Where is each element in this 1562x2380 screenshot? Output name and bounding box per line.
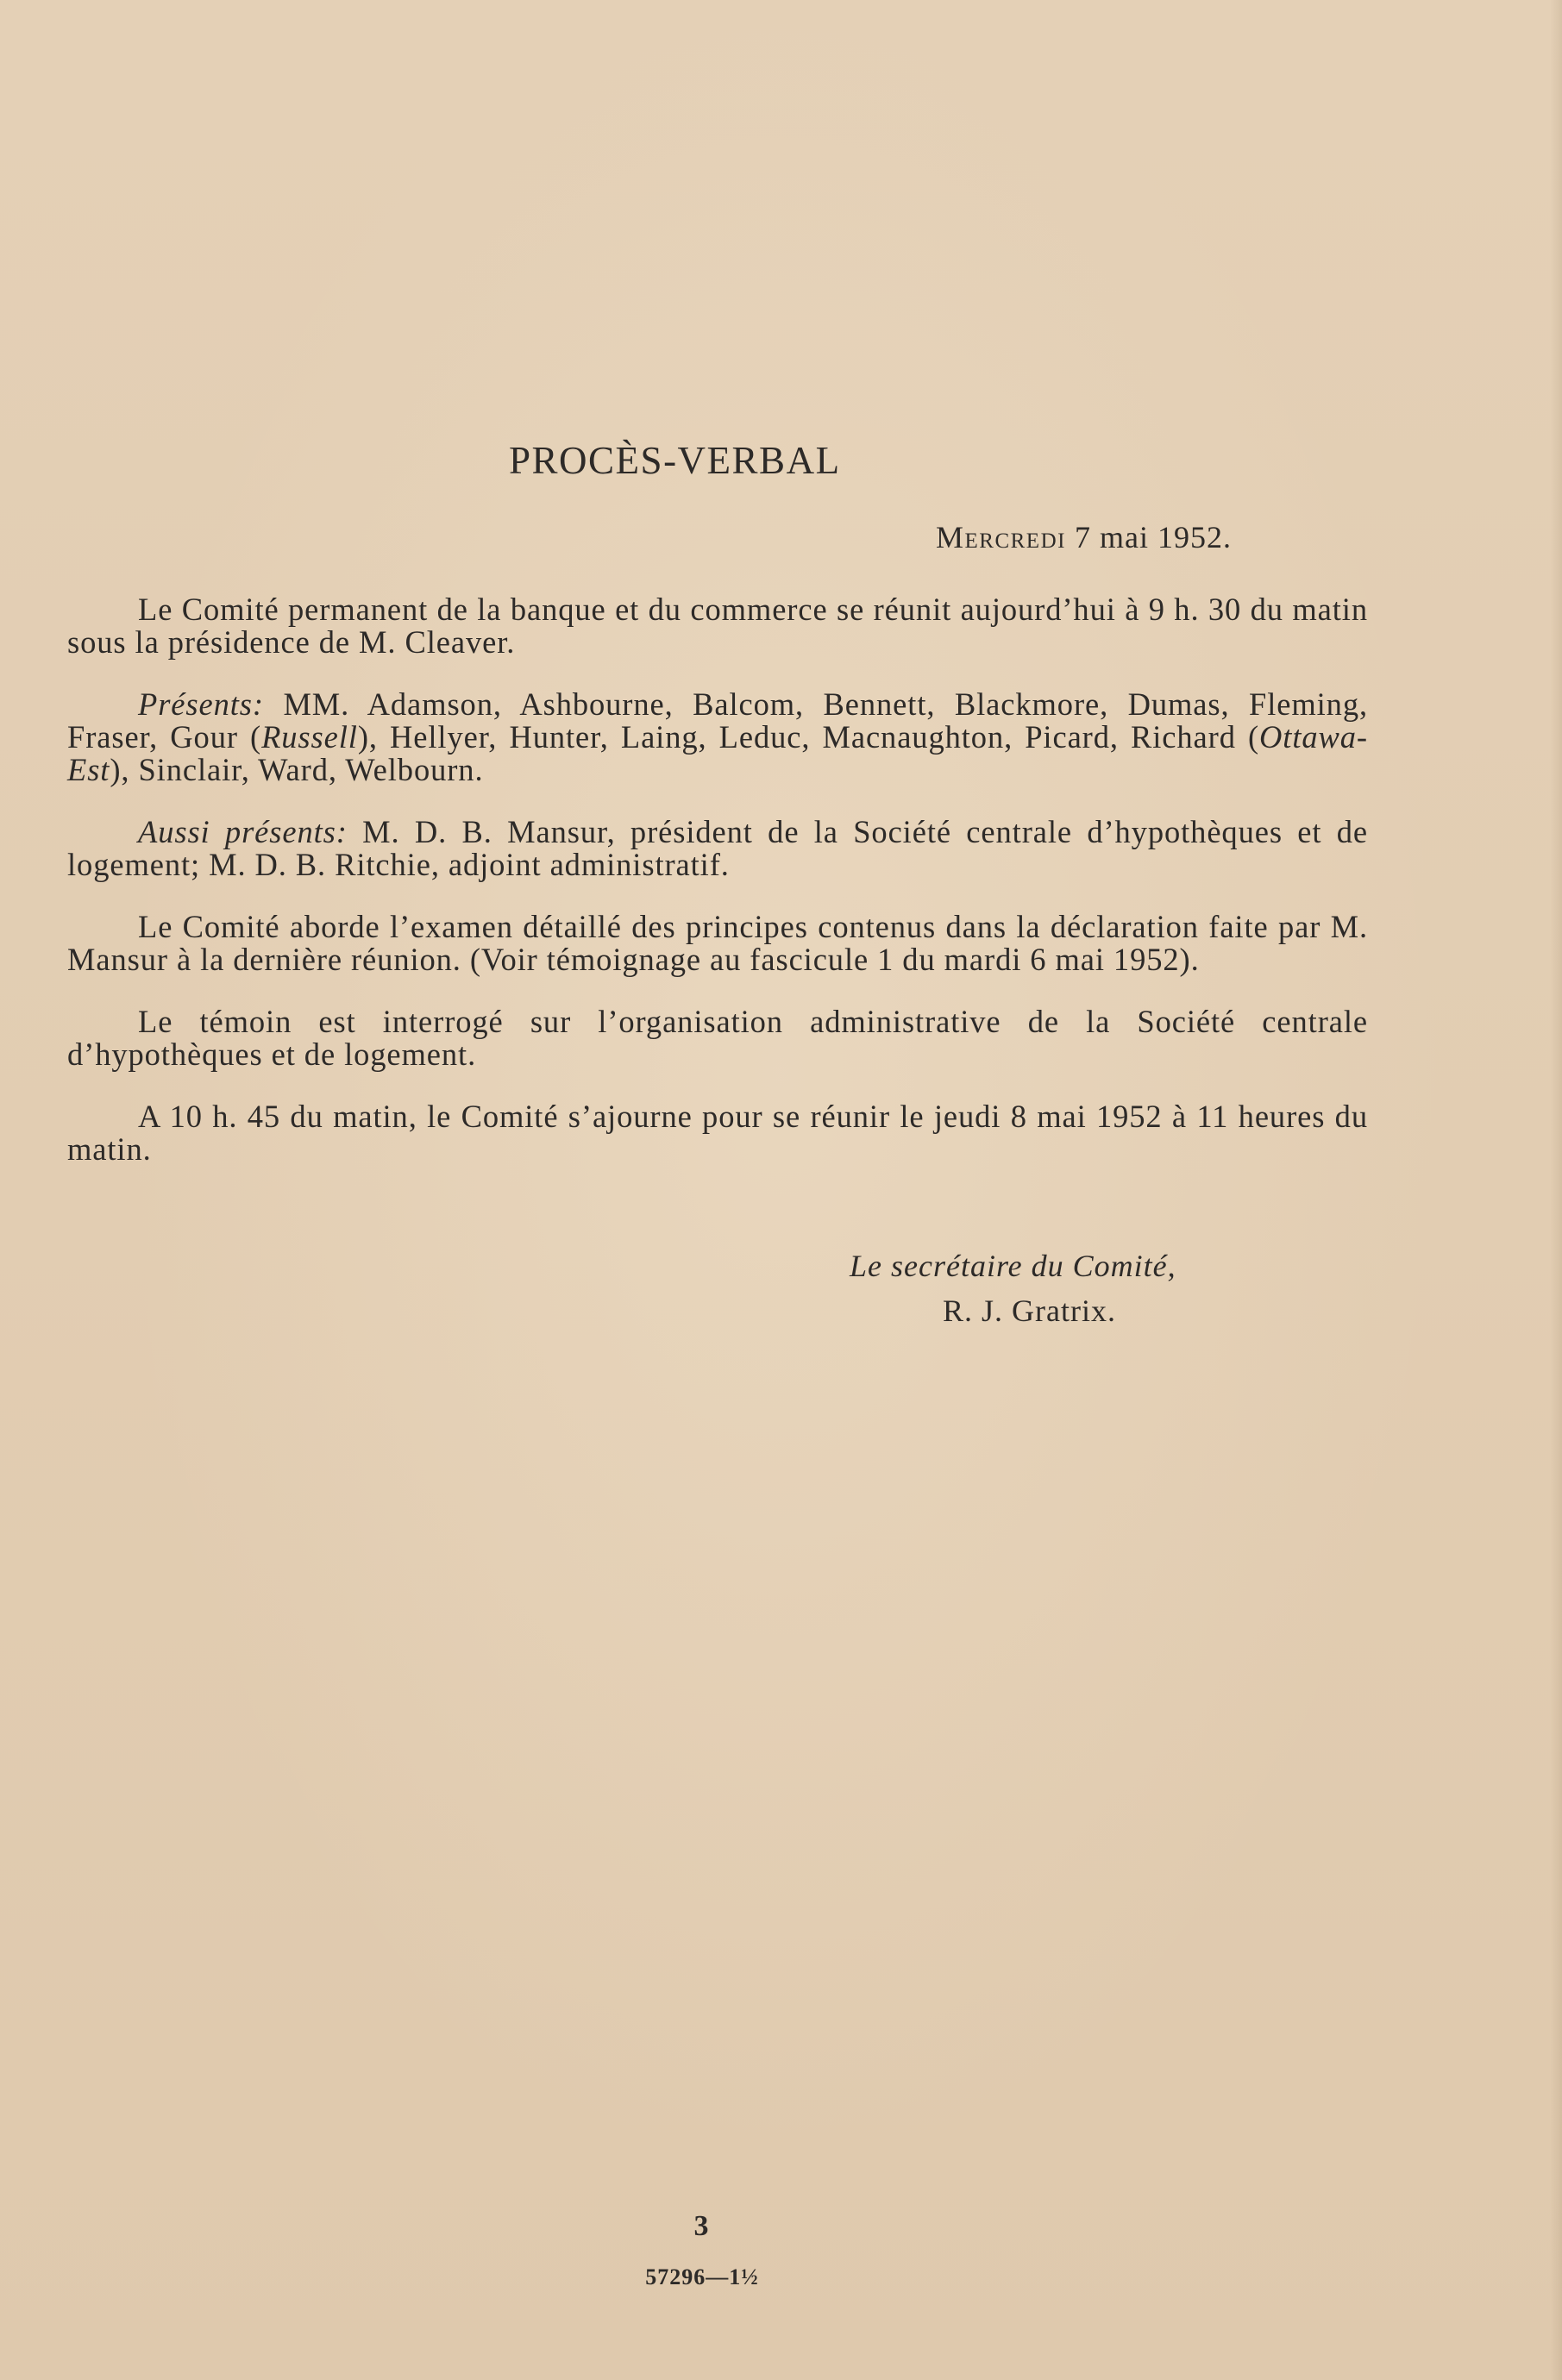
witness-paragraph: Le témoin est interrogé sur l’organisation administrative de la Société centrale d’hypothèques et de logement. — [67, 1004, 1368, 1072]
signature-block — [850, 1243, 1176, 1333]
signature-role: Le secrétaire du Comité, — [850, 1249, 1176, 1283]
members-list-part-2: ), Hellyer, Hunter, Laing, Leduc, Macnaughton, Picard, Richard ( — [357, 719, 1260, 755]
members-list-part-3: ), Sinclair, Ward, Welbourn. — [110, 752, 484, 787]
meeting-date — [936, 519, 1232, 555]
also-present-label: Aussi présents: — [138, 814, 348, 849]
members-present-label: Présents: — [138, 686, 264, 722]
signature-name: R. J. Gratrix. — [943, 1293, 1116, 1328]
examination-paragraph: Le Comité aborde l’examen détaillé des principes contenus dans la déclaration faite par M. Mansur à la dernière réunion. (Voir témoignage au fascicule 1 du mardi 6 mai 1952). — [67, 909, 1368, 977]
riding-russell: Russell — [261, 719, 358, 755]
members-list-part-1: MM. Adamson, Ashbourne, Balcom, Bennett, Blackmore, Dumas, Fleming, Fraser, Gour ( — [67, 686, 1368, 755]
minutes-body — [67, 593, 1368, 1195]
date-rest: 7 mai 1952. — [1065, 520, 1232, 554]
adjournment-paragraph: A 10 h. 45 du matin, le Comité s’ajourne pour se réunir le jeudi 8 mai 1952 à 11 heures du matin. — [67, 1099, 1368, 1167]
date-weekday: Mercredi — [936, 520, 1066, 554]
page-number: 3 — [693, 2210, 711, 2242]
also-present-paragraph — [67, 816, 1368, 881]
members-present-paragraph — [67, 688, 1368, 786]
also-present-text: M. D. B. Mansur, président de la Société centrale d’hypothèques et de logement; M. D. B. Ritchie, adjoint administratif. — [67, 814, 1368, 882]
riding-ottawa-est: Ottawa-Est — [67, 719, 1368, 787]
opening-paragraph: Le Comité permanent de la banque et du commerce se réunit aujourd’hui à 9 h. 30 du matin sous la présidence de M. Cleaver. — [67, 592, 1368, 660]
document-title: PROCÈS-VERBAL — [509, 439, 841, 482]
print-code: 57296—1½ — [645, 2264, 759, 2289]
